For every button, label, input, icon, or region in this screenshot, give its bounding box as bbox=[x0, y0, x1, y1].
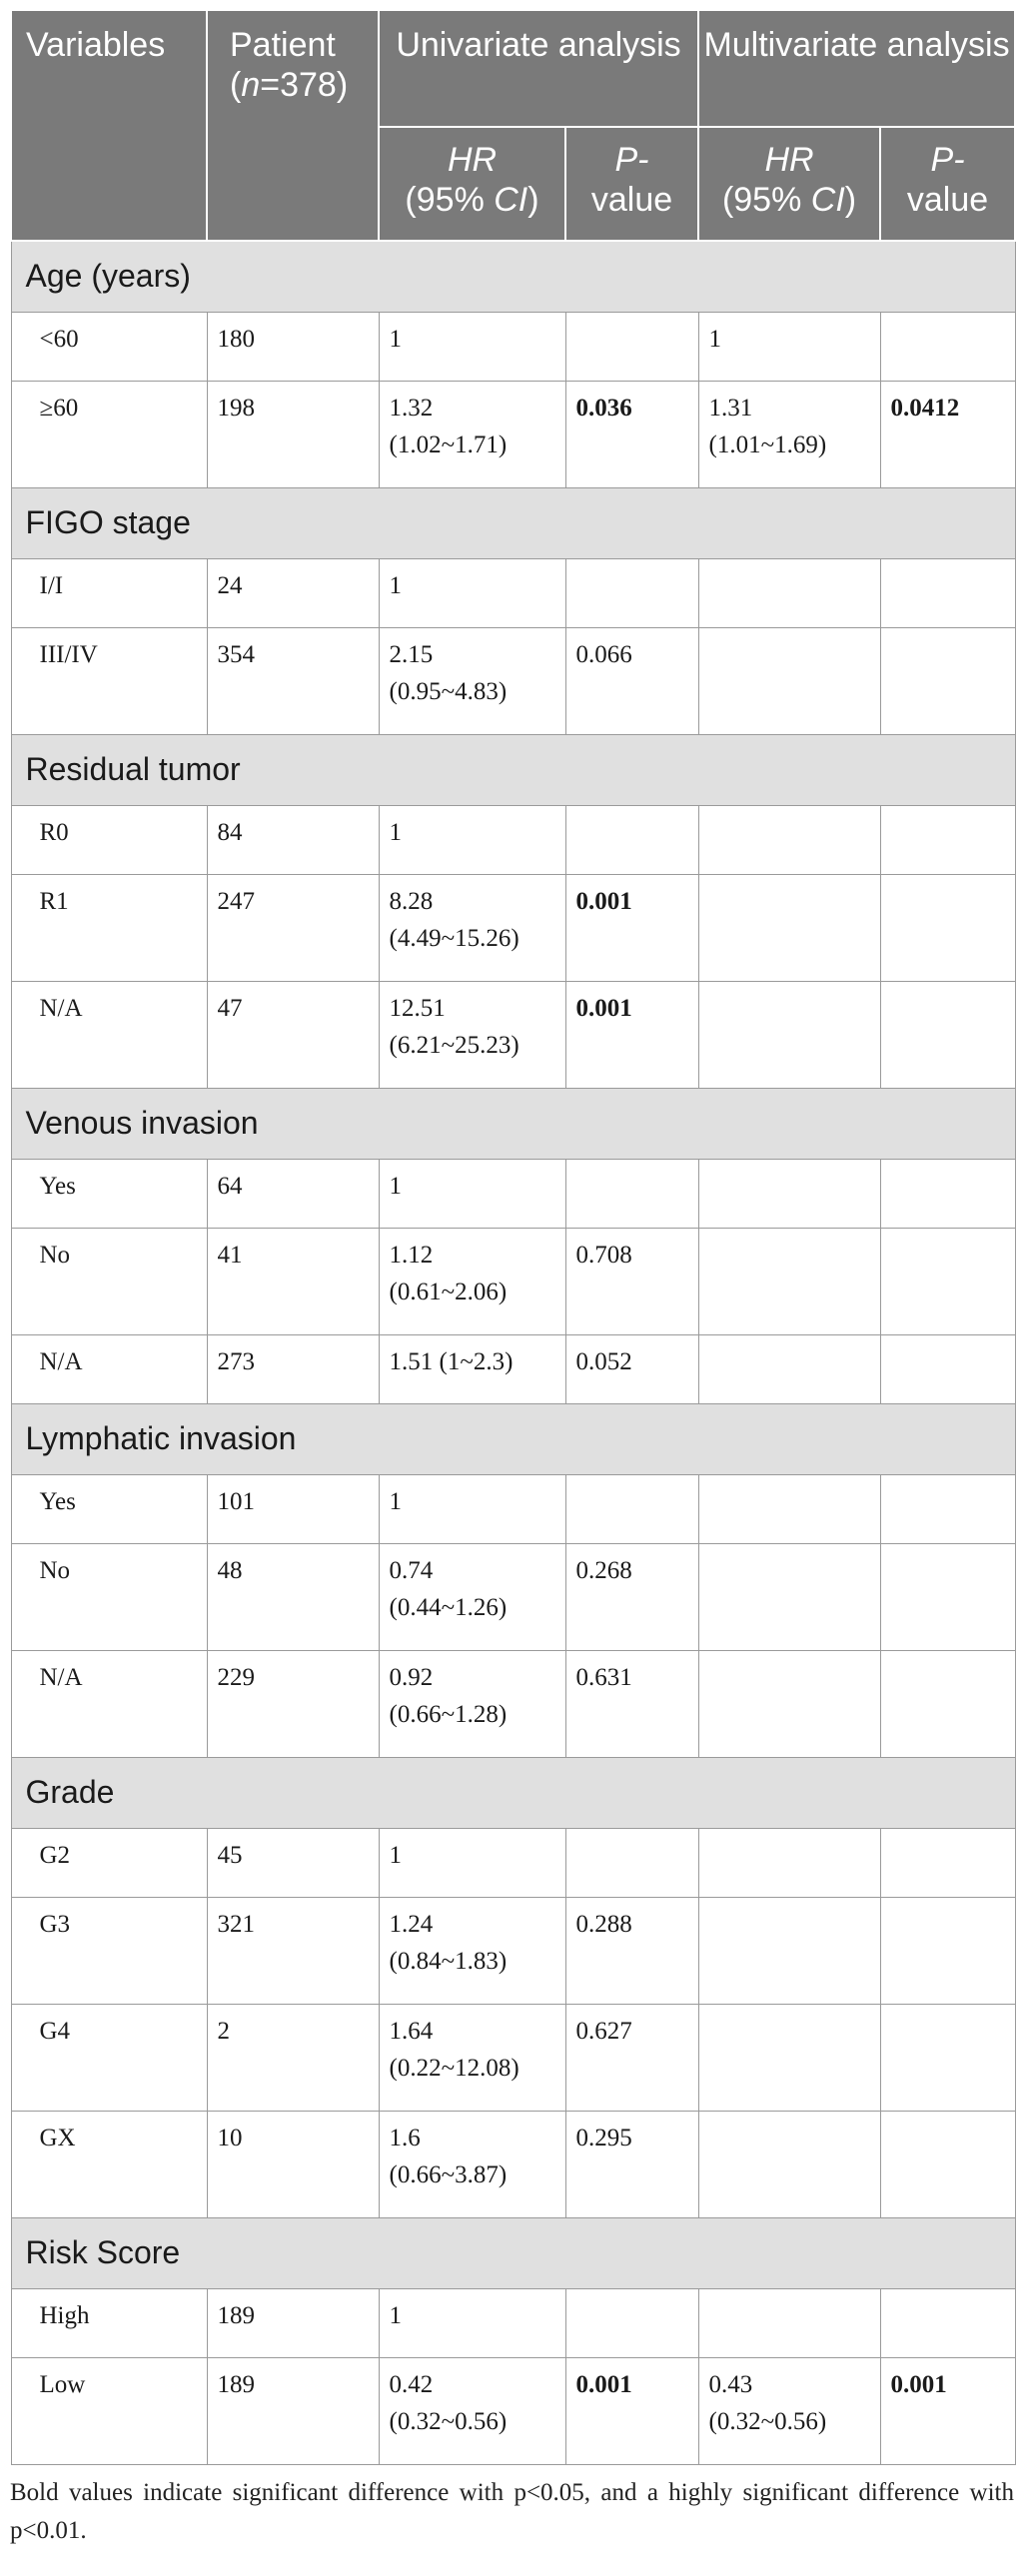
multivariate-hr-value: 0.43 bbox=[708, 2371, 753, 2398]
patient-count: 354 bbox=[207, 628, 379, 735]
univariate-hr-value: 1.32 bbox=[389, 395, 434, 422]
multivariate-hr bbox=[698, 2112, 880, 2218]
univariate-hr-value: 1 bbox=[389, 1173, 402, 1200]
section-title: Grade bbox=[11, 1758, 1015, 1829]
multivariate-hr-ci: (1.01~1.69) bbox=[708, 431, 827, 458]
univariate-hr bbox=[379, 2289, 565, 2358]
multivariate-hr-value: 1.31 bbox=[708, 395, 753, 422]
univariate-p-value: 0.001 bbox=[565, 875, 698, 982]
table-row bbox=[11, 806, 1015, 875]
table-body bbox=[11, 241, 1015, 2465]
multivariate-p-value bbox=[880, 806, 1015, 875]
univariate-hr-ci: (0.66~1.28) bbox=[389, 1701, 508, 1728]
header-patient-count: =378) bbox=[260, 66, 349, 104]
row-label: GX bbox=[11, 2112, 207, 2218]
patient-count: 84 bbox=[207, 806, 379, 875]
table-row bbox=[11, 2005, 1015, 2112]
header-ci-prefix: (95% bbox=[405, 181, 495, 219]
row-label: N/A bbox=[11, 1335, 207, 1404]
multivariate-p-value: 0.001 bbox=[880, 2358, 1015, 2465]
univariate-p-value bbox=[565, 559, 698, 628]
header-value-label: value bbox=[590, 181, 673, 219]
header-uni-hr bbox=[379, 127, 565, 241]
univariate-p-value: 0.001 bbox=[565, 2358, 698, 2465]
univariate-p-value bbox=[565, 1829, 698, 1898]
univariate-p-value: 0.036 bbox=[565, 382, 698, 488]
patient-count: 229 bbox=[207, 1651, 379, 1758]
table-row bbox=[11, 1229, 1015, 1335]
header-ci-prefix: (95% bbox=[721, 181, 811, 219]
section-title: Age (years) bbox=[11, 241, 1015, 313]
table-row bbox=[11, 382, 1015, 488]
patient-count: 45 bbox=[207, 1829, 379, 1898]
univariate-hr-value: 1 bbox=[389, 572, 402, 599]
patient-count: 198 bbox=[207, 382, 379, 488]
univariate-hr-value: 1.64 bbox=[389, 2018, 434, 2045]
univariate-hr bbox=[379, 1898, 565, 2005]
table-row bbox=[11, 2289, 1015, 2358]
univariate-hr bbox=[379, 1335, 565, 1404]
univariate-p-value bbox=[565, 2289, 698, 2358]
multivariate-p-value bbox=[880, 1475, 1015, 1544]
univariate-hr-value: 0.42 bbox=[389, 2371, 434, 2398]
multivariate-p-value bbox=[880, 1898, 1015, 2005]
patient-count: 47 bbox=[207, 982, 379, 1089]
univariate-hr-ci: (0.22~12.08) bbox=[389, 2055, 519, 2082]
univariate-p-value bbox=[565, 313, 698, 382]
header-multi-hr bbox=[698, 127, 880, 241]
table-row bbox=[11, 2358, 1015, 2465]
univariate-hr-value: 0.74 bbox=[389, 1557, 434, 1584]
header-uni-p bbox=[565, 127, 698, 241]
univariate-hr-ci: (6.21~25.23) bbox=[389, 1032, 519, 1059]
multivariate-hr bbox=[698, 1475, 880, 1544]
table-row bbox=[11, 1898, 1015, 2005]
table-row bbox=[11, 559, 1015, 628]
patient-count: 180 bbox=[207, 313, 379, 382]
multivariate-p-value bbox=[880, 1829, 1015, 1898]
multivariate-hr bbox=[698, 2358, 880, 2465]
univariate-hr-value: 1 bbox=[389, 2302, 402, 2329]
row-label: G2 bbox=[11, 1829, 207, 1898]
univariate-hr-value: 1 bbox=[389, 1842, 402, 1869]
univariate-hr-ci: (0.32~0.56) bbox=[389, 2408, 508, 2435]
multivariate-p-value bbox=[880, 982, 1015, 1089]
table-footnote: Bold values indicate significant difference with p<0.05, and a highly significant difference with p<0.01. bbox=[10, 2479, 1014, 2544]
row-label: <60 bbox=[11, 313, 207, 382]
multivariate-hr bbox=[698, 1651, 880, 1758]
univariate-p-value: 0.708 bbox=[565, 1229, 698, 1335]
header-patient: Patient (n=378) bbox=[207, 10, 379, 241]
patient-count: 273 bbox=[207, 1335, 379, 1404]
row-label: No bbox=[11, 1229, 207, 1335]
table-row bbox=[11, 1829, 1015, 1898]
header-patient-n: n bbox=[241, 66, 261, 104]
patient-count: 189 bbox=[207, 2289, 379, 2358]
patient-count: 24 bbox=[207, 559, 379, 628]
multivariate-p-value bbox=[880, 559, 1015, 628]
row-label: No bbox=[11, 1544, 207, 1651]
multivariate-hr bbox=[698, 875, 880, 982]
multivariate-p-value bbox=[880, 1544, 1015, 1651]
multivariate-p-value bbox=[880, 1651, 1015, 1758]
univariate-hr-ci: (1.02~1.71) bbox=[389, 431, 508, 458]
univariate-p-value bbox=[565, 1475, 698, 1544]
row-label: III/IV bbox=[11, 628, 207, 735]
univariate-p-value: 0.001 bbox=[565, 982, 698, 1089]
header-multi-p bbox=[880, 127, 1015, 241]
row-label: Yes bbox=[11, 1160, 207, 1229]
univariate-hr bbox=[379, 1544, 565, 1651]
patient-count: 64 bbox=[207, 1160, 379, 1229]
univariate-hr bbox=[379, 1829, 565, 1898]
multivariate-p-value bbox=[880, 2289, 1015, 2358]
multivariate-hr bbox=[698, 806, 880, 875]
multivariate-p-value bbox=[880, 1160, 1015, 1229]
header-p-label: P- bbox=[614, 141, 649, 179]
section-title: Lymphatic invasion bbox=[11, 1404, 1015, 1475]
header-ci-label: CI bbox=[810, 181, 845, 219]
multivariate-p-value: 0.0412 bbox=[880, 382, 1015, 488]
table-row bbox=[11, 2112, 1015, 2218]
multivariate-hr bbox=[698, 1160, 880, 1229]
univariate-hr-value: 8.28 bbox=[389, 888, 434, 915]
univariate-p-value: 0.288 bbox=[565, 1898, 698, 2005]
patient-count: 41 bbox=[207, 1229, 379, 1335]
univariate-p-value: 0.052 bbox=[565, 1335, 698, 1404]
header-p-label: P- bbox=[930, 141, 965, 179]
multivariate-hr bbox=[698, 982, 880, 1089]
patient-count: 101 bbox=[207, 1475, 379, 1544]
row-label: High bbox=[11, 2289, 207, 2358]
row-label: ≥60 bbox=[11, 382, 207, 488]
section-row bbox=[11, 2218, 1015, 2289]
univariate-hr bbox=[379, 875, 565, 982]
header-hr-label: HR bbox=[764, 141, 814, 179]
multivariate-hr bbox=[698, 382, 880, 488]
univariate-hr-value: 1 bbox=[389, 819, 402, 846]
patient-count: 189 bbox=[207, 2358, 379, 2465]
univariate-hr bbox=[379, 628, 565, 735]
univariate-hr-value: 1 bbox=[389, 1488, 402, 1515]
multivariate-hr bbox=[698, 1335, 880, 1404]
multivariate-hr bbox=[698, 1229, 880, 1335]
univariate-hr bbox=[379, 382, 565, 488]
section-row bbox=[11, 1404, 1015, 1475]
multivariate-p-value bbox=[880, 2005, 1015, 2112]
multivariate-hr bbox=[698, 2289, 880, 2358]
results-table-container bbox=[10, 9, 1014, 2550]
multivariate-p-value bbox=[880, 628, 1015, 735]
multivariate-hr bbox=[698, 1898, 880, 2005]
section-row bbox=[11, 1758, 1015, 1829]
univariate-p-value: 0.631 bbox=[565, 1651, 698, 1758]
table-row bbox=[11, 875, 1015, 982]
table-row bbox=[11, 1544, 1015, 1651]
univariate-hr bbox=[379, 1651, 565, 1758]
row-label: G4 bbox=[11, 2005, 207, 2112]
univariate-hr-value: 0.92 bbox=[389, 1664, 434, 1691]
multivariate-hr bbox=[698, 1829, 880, 1898]
univariate-hr-value: 12.51 bbox=[389, 995, 446, 1022]
multivariate-hr bbox=[698, 313, 880, 382]
multivariate-hr bbox=[698, 2005, 880, 2112]
patient-count: 10 bbox=[207, 2112, 379, 2218]
univariate-hr bbox=[379, 806, 565, 875]
row-label: N/A bbox=[11, 982, 207, 1089]
header-patient-label: Patient bbox=[230, 26, 336, 64]
univariate-hr-value: 1.12 bbox=[389, 1242, 434, 1269]
header-hr-label: HR bbox=[447, 141, 498, 179]
table-header bbox=[11, 10, 1015, 241]
table-row bbox=[11, 1475, 1015, 1544]
header-variables: Variables bbox=[11, 10, 207, 241]
table-row bbox=[11, 982, 1015, 1089]
multivariate-hr bbox=[698, 1544, 880, 1651]
row-label: Yes bbox=[11, 1475, 207, 1544]
multivariate-p-value bbox=[880, 2112, 1015, 2218]
multivariate-hr bbox=[698, 628, 880, 735]
row-label: I/I bbox=[11, 559, 207, 628]
univariate-hr bbox=[379, 2005, 565, 2112]
univariate-hr bbox=[379, 1160, 565, 1229]
univariate-hr-value: 1.6 bbox=[389, 2125, 421, 2151]
section-row bbox=[11, 1089, 1015, 1160]
univariate-hr bbox=[379, 313, 565, 382]
section-title: Venous invasion bbox=[11, 1089, 1015, 1160]
univariate-hr-value: 1.51 (1~2.3) bbox=[389, 1348, 513, 1375]
row-label: R1 bbox=[11, 875, 207, 982]
univariate-hr bbox=[379, 982, 565, 1089]
multivariate-p-value bbox=[880, 313, 1015, 382]
cox-regression-table bbox=[10, 9, 1016, 2465]
univariate-p-value bbox=[565, 806, 698, 875]
univariate-p-value: 0.268 bbox=[565, 1544, 698, 1651]
univariate-p-value bbox=[565, 1160, 698, 1229]
patient-count: 2 bbox=[207, 2005, 379, 2112]
section-row bbox=[11, 241, 1015, 313]
table-row bbox=[11, 1160, 1015, 1229]
patient-count: 321 bbox=[207, 1898, 379, 2005]
section-row bbox=[11, 488, 1015, 559]
univariate-hr-value: 2.15 bbox=[389, 641, 434, 668]
header-ci-label: CI bbox=[494, 181, 528, 219]
multivariate-p-value bbox=[880, 1229, 1015, 1335]
section-title: FIGO stage bbox=[11, 488, 1015, 559]
univariate-hr bbox=[379, 1475, 565, 1544]
univariate-hr-ci: (4.49~15.26) bbox=[389, 925, 519, 952]
multivariate-hr-value: 1 bbox=[708, 326, 722, 353]
section-row bbox=[11, 735, 1015, 806]
row-label: N/A bbox=[11, 1651, 207, 1758]
header-univariate: Univariate analysis bbox=[379, 10, 698, 127]
univariate-hr-value: 1.24 bbox=[389, 1911, 434, 1938]
patient-count: 247 bbox=[207, 875, 379, 982]
table-row bbox=[11, 1651, 1015, 1758]
univariate-p-value: 0.627 bbox=[565, 2005, 698, 2112]
univariate-hr-value: 1 bbox=[389, 326, 402, 353]
header-ci-suffix: ) bbox=[527, 181, 539, 219]
univariate-p-value: 0.066 bbox=[565, 628, 698, 735]
header-ci-suffix: ) bbox=[844, 181, 857, 219]
header-multivariate: Multivariate analysis bbox=[698, 10, 1015, 127]
table-row bbox=[11, 1335, 1015, 1404]
univariate-hr-ci: (0.44~1.26) bbox=[389, 1594, 508, 1621]
univariate-hr-ci: (0.66~3.87) bbox=[389, 2161, 508, 2188]
univariate-hr bbox=[379, 2358, 565, 2465]
row-label: R0 bbox=[11, 806, 207, 875]
multivariate-hr bbox=[698, 559, 880, 628]
multivariate-p-value bbox=[880, 1335, 1015, 1404]
table-row bbox=[11, 313, 1015, 382]
patient-count: 48 bbox=[207, 1544, 379, 1651]
univariate-p-value: 0.295 bbox=[565, 2112, 698, 2218]
univariate-hr bbox=[379, 559, 565, 628]
univariate-hr bbox=[379, 1229, 565, 1335]
section-title: Risk Score bbox=[11, 2218, 1015, 2289]
univariate-hr-ci: (0.95~4.83) bbox=[389, 678, 508, 705]
row-label: G3 bbox=[11, 1898, 207, 2005]
row-label: Low bbox=[11, 2358, 207, 2465]
multivariate-hr-ci: (0.32~0.56) bbox=[708, 2408, 827, 2435]
multivariate-p-value bbox=[880, 875, 1015, 982]
univariate-hr-ci: (0.84~1.83) bbox=[389, 1948, 508, 1975]
table-row bbox=[11, 628, 1015, 735]
univariate-hr bbox=[379, 2112, 565, 2218]
section-title: Residual tumor bbox=[11, 735, 1015, 806]
header-value-label: value bbox=[906, 181, 989, 219]
univariate-hr-ci: (0.61~2.06) bbox=[389, 1279, 508, 1305]
